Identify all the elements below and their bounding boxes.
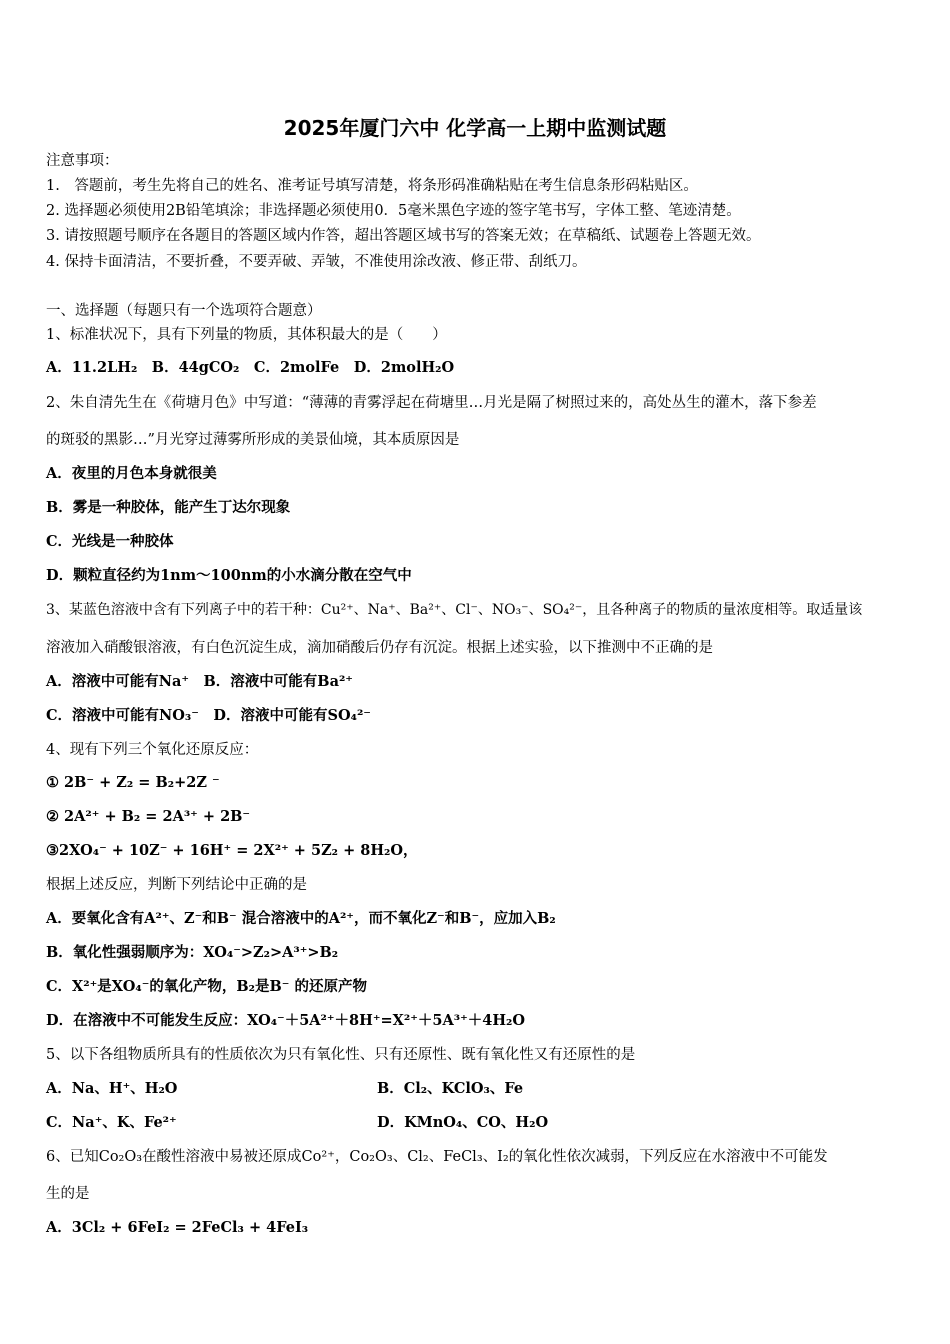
section-heading: 一、选择题（每题只有一个选项符合题意） xyxy=(46,303,322,319)
q5-option-a: A．Na、H⁺、H₂O xyxy=(46,1080,178,1097)
q2-option-b: B．雾是一种胶体，能产生丁达尔现象 xyxy=(46,499,291,516)
q4-ask: 根据上述反应，判断下列结论中正确的是 xyxy=(46,877,307,893)
q4-option-a: A．要氧化含有A²⁺、Z⁻和B⁻ 混合溶液中的A²⁺，而不氧化Z⁻和B⁻，应加入B₂ xyxy=(46,910,556,927)
page-title: 2025年厦门六中 化学高一上期中监测试题 xyxy=(283,116,667,140)
q4-option-b: B．氧化性强弱顺序为：XO₄⁻>Z₂>A³⁺>B₂ xyxy=(46,944,339,961)
q4-stem: 4、现有下列三个氧化还原反应： xyxy=(46,742,259,758)
q6-stem-cont: 生的是 xyxy=(46,1186,90,1202)
q6-stem: 6、已知Co₂O₃在酸性溶液中易被还原成Co²⁺，Co₂O₃、Cl₂、FeCl₃、I₂的氧化性依次减弱，下列反应在水溶液中不可能发 xyxy=(46,1149,828,1165)
q5-option-b: B．Cl₂、KClO₃、Fe xyxy=(377,1080,524,1097)
q3-options-cd: C．溶液中可能有NO₃⁻ D．溶液中可能有SO₄²⁻ xyxy=(46,707,371,724)
q5-stem: 5、以下各组物质所具有的性质依次为只有氧化性、只有还原性、既有氧化性又有还原性的是 xyxy=(46,1047,636,1063)
q5-option-d: D．KMnO₄、CO、H₂O xyxy=(377,1114,549,1131)
q1-options: A．11.2LH₂ B．44gCO₂ C．2molFe D．2molH₂O xyxy=(46,359,455,376)
q3-options-ab: A．溶液中可能有Na⁺ B．溶液中可能有Ba²⁺ xyxy=(46,673,353,690)
q2-stem-cont: 的斑驳的黑影…”月光穿过薄雾所形成的美景仙境，其本质原因是 xyxy=(46,432,460,448)
notice-item: 3. 请按照题号顺序在各题目的答题区域内作答，超出答题区域书写的答案无效；在草稿纸、试题卷上答题无效。 xyxy=(46,228,761,244)
q6-option-a: A．3Cl₂ + 6FeI₂ = 2FeCl₃ + 4FeI₃ xyxy=(46,1219,309,1236)
q2-option-c: C．光线是一种胶体 xyxy=(46,533,174,550)
q4-reaction-2: ② 2A²⁺ + B₂ = 2A³⁺ + 2B⁻ xyxy=(46,808,251,825)
q3-stem-cont: 溶液加入硝酸银溶液，有白色沉淀生成，滴加硝酸后仍存有沉淀。根据上述实验，以下推测中不正确的是 xyxy=(46,640,713,656)
q1-stem: 1、标准状况下，具有下列量的物质，其体积最大的是（ ） xyxy=(46,327,447,343)
notice-heading: 注意事项： xyxy=(46,153,119,169)
q3-stem: 3、某蓝色溶液中含有下列离子中的若干种：Cu²⁺、Na⁺、Ba²⁺、Cl⁻、NO₃⁻、SO₄²⁻，且各种离子的物质的量浓度相等。取适量该 xyxy=(46,602,863,618)
q5-option-c: C．Na⁺、K、Fe²⁺ xyxy=(46,1114,177,1131)
q4-option-c: C．X²⁺是XO₄⁻的氧化产物，B₂是B⁻ 的还原产物 xyxy=(46,978,367,995)
q4-option-d: D．在溶液中不可能发生反应：XO₄⁻＋5A²⁺＋8H⁺=X²⁺＋5A³⁺＋4H₂O xyxy=(46,1012,526,1029)
q4-reaction-1: ① 2B⁻ + Z₂ = B₂+2Z ⁻ xyxy=(46,774,220,791)
q2-option-d: D．颗粒直径约为1nm～100nm的小水滴分散在空气中 xyxy=(46,567,412,584)
q2-stem: 2、朱自清先生在《荷塘月色》中写道：“薄薄的青雾浮起在荷塘里…月光是隔了树照过来的，高处丛生的灌木，落下参差 xyxy=(46,395,817,411)
q2-option-a: A．夜里的月色本身就很美 xyxy=(46,465,217,482)
notice-item: 1. 答题前，考生先将自己的姓名、准考证号填写清楚，将条形码准确粘贴在考生信息条形码粘贴区。 xyxy=(46,178,698,194)
notice-item: 4. 保持卡面清洁，不要折叠，不要弄破、弄皱，不准使用涂改液、修正带、刮纸刀。 xyxy=(46,254,587,270)
notice-item: 2. 选择题必须使用2B铅笔填涂；非选择题必须使用0．5毫米黑色字迹的签字笔书写，字体工整、笔迹清楚。 xyxy=(46,203,741,219)
q4-reaction-3: ③2XO₄⁻ + 10Z⁻ + 16H⁺ = 2X²⁺ + 5Z₂ + 8H₂O， xyxy=(46,842,418,859)
